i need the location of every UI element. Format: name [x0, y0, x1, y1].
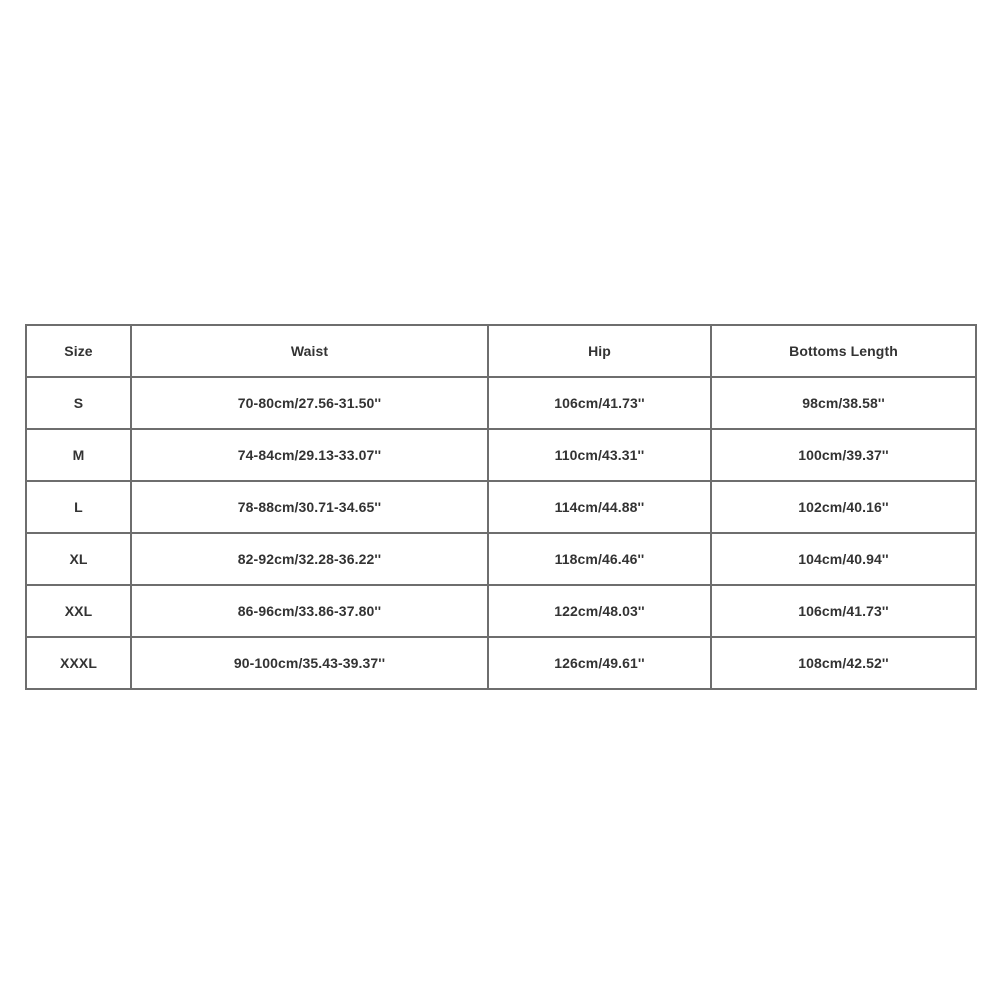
- hip-cell: 110cm/43.31'': [488, 429, 711, 481]
- bottoms-length-cell: 106cm/41.73'': [711, 585, 976, 637]
- size-cell: XL: [26, 533, 131, 585]
- size-cell: M: [26, 429, 131, 481]
- size-cell: XXXL: [26, 637, 131, 689]
- table-row: [26, 429, 976, 481]
- hip-cell: 118cm/46.46'': [488, 533, 711, 585]
- waist-cell: 78-88cm/30.71-34.65'': [131, 481, 488, 533]
- bottoms-length-cell: 100cm/39.37'': [711, 429, 976, 481]
- hip-cell: 122cm/48.03'': [488, 585, 711, 637]
- bottoms-length-cell: 108cm/42.52'': [711, 637, 976, 689]
- waist-cell: 82-92cm/32.28-36.22'': [131, 533, 488, 585]
- table-row: [26, 637, 976, 689]
- bottoms-length-cell: 98cm/38.58'': [711, 377, 976, 429]
- hip-cell: 106cm/41.73'': [488, 377, 711, 429]
- header-size: Size: [26, 325, 131, 377]
- size-cell: S: [26, 377, 131, 429]
- table-header-row: [26, 325, 976, 377]
- table-row: [26, 481, 976, 533]
- bottoms-length-cell: 102cm/40.16'': [711, 481, 976, 533]
- table-row: [26, 377, 976, 429]
- table-row: [26, 533, 976, 585]
- waist-cell: 86-96cm/33.86-37.80'': [131, 585, 488, 637]
- header-hip: Hip: [488, 325, 711, 377]
- table-row: [26, 585, 976, 637]
- size-chart-table: [25, 324, 977, 690]
- header-bottoms-length: Bottoms Length: [711, 325, 976, 377]
- waist-cell: 90-100cm/35.43-39.37'': [131, 637, 488, 689]
- size-cell: XXL: [26, 585, 131, 637]
- bottoms-length-cell: 104cm/40.94'': [711, 533, 976, 585]
- hip-cell: 114cm/44.88'': [488, 481, 711, 533]
- waist-cell: 74-84cm/29.13-33.07'': [131, 429, 488, 481]
- size-cell: L: [26, 481, 131, 533]
- hip-cell: 126cm/49.61'': [488, 637, 711, 689]
- waist-cell: 70-80cm/27.56-31.50'': [131, 377, 488, 429]
- header-waist: Waist: [131, 325, 488, 377]
